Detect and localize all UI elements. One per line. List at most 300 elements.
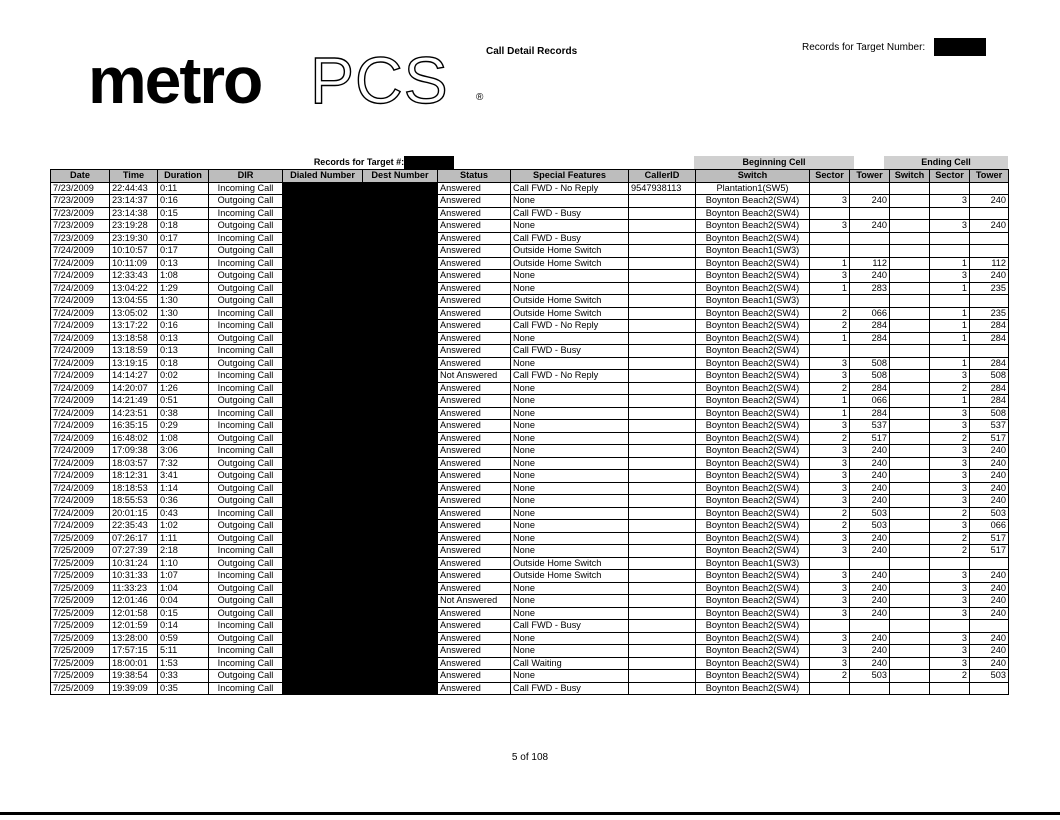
- cell-end-sector: 3: [930, 495, 970, 508]
- cell-begin-tower: 508: [850, 370, 890, 383]
- cell-dialed-number: [283, 407, 363, 420]
- cell-date: 7/25/2009: [51, 632, 110, 645]
- cell-dialed-number: [283, 645, 363, 658]
- cell-dir: Outgoing Call: [209, 457, 283, 470]
- cell-end-switch: [890, 295, 930, 308]
- cell-date: 7/25/2009: [51, 682, 110, 695]
- cell-begin-tower: 240: [850, 195, 890, 208]
- cell-special-features: None: [511, 507, 629, 520]
- cell-begin-tower: 240: [850, 445, 890, 458]
- col-special-features: Special Features: [511, 170, 629, 183]
- cell-dest-number: [363, 220, 438, 233]
- table-row: [51, 520, 1009, 533]
- cell-end-sector: [930, 295, 970, 308]
- cell-status: Answered: [438, 532, 511, 545]
- cell-end-tower: [970, 295, 1009, 308]
- cell-begin-sector: 3: [810, 657, 850, 670]
- cell-dialed-number: [283, 682, 363, 695]
- cell-dialed-number: [283, 457, 363, 470]
- cell-begin-switch: Boynton Beach2(SW4): [696, 270, 810, 283]
- cell-callerid: [629, 507, 696, 520]
- target-number-redaction: [934, 38, 986, 56]
- table-row: [51, 432, 1009, 445]
- cell-status: Answered: [438, 482, 511, 495]
- cell-duration: 1:02: [158, 520, 209, 533]
- cell-begin-tower: 283: [850, 282, 890, 295]
- cell-begin-switch: Boynton Beach2(SW4): [696, 257, 810, 270]
- cell-begin-switch: Boynton Beach2(SW4): [696, 670, 810, 683]
- cell-dir: Incoming Call: [209, 620, 283, 633]
- cell-duration: 0:38: [158, 407, 209, 420]
- cell-end-sector: [930, 207, 970, 220]
- cell-callerid: [629, 570, 696, 583]
- cell-end-switch: [890, 332, 930, 345]
- cell-duration: 1:53: [158, 657, 209, 670]
- cell-time: 12:01:59: [110, 620, 158, 633]
- records-target-redaction: [404, 156, 454, 169]
- cell-end-sector: 1: [930, 257, 970, 270]
- cell-begin-switch: Boynton Beach2(SW4): [696, 195, 810, 208]
- cell-end-switch: [890, 632, 930, 645]
- cell-end-tower: 503: [970, 507, 1009, 520]
- table-row: [51, 682, 1009, 695]
- cell-date: 7/24/2009: [51, 520, 110, 533]
- cell-dest-number: [363, 520, 438, 533]
- cell-dialed-number: [283, 432, 363, 445]
- cell-duration: 0:17: [158, 232, 209, 245]
- cell-begin-switch: Boynton Beach1(SW3): [696, 557, 810, 570]
- cell-duration: 0:04: [158, 595, 209, 608]
- cell-dest-number: [363, 257, 438, 270]
- cell-begin-tower: 240: [850, 220, 890, 233]
- cell-begin-switch: Boynton Beach2(SW4): [696, 357, 810, 370]
- cell-end-sector: 3: [930, 195, 970, 208]
- cell-time: 18:03:57: [110, 457, 158, 470]
- cell-date: 7/25/2009: [51, 582, 110, 595]
- cell-special-features: None: [511, 545, 629, 558]
- cell-begin-sector: 3: [810, 645, 850, 658]
- cell-end-sector: 3: [930, 482, 970, 495]
- cell-begin-switch: Boynton Beach2(SW4): [696, 457, 810, 470]
- cell-dest-number: [363, 645, 438, 658]
- cell-time: 12:01:46: [110, 595, 158, 608]
- cell-duration: 0:29: [158, 420, 209, 433]
- cell-begin-tower: 240: [850, 595, 890, 608]
- cell-duration: 1:26: [158, 382, 209, 395]
- cell-date: 7/23/2009: [51, 207, 110, 220]
- cell-callerid: [629, 345, 696, 358]
- cell-callerid: [629, 307, 696, 320]
- cell-callerid: [629, 670, 696, 683]
- cell-begin-sector: [810, 557, 850, 570]
- cell-end-sector: 2: [930, 532, 970, 545]
- cell-date: 7/23/2009: [51, 232, 110, 245]
- table-row: [51, 370, 1009, 383]
- cell-end-sector: 3: [930, 407, 970, 420]
- cell-end-tower: 537: [970, 420, 1009, 433]
- cell-status: Not Answered: [438, 370, 511, 383]
- cell-end-switch: [890, 570, 930, 583]
- cell-begin-sector: [810, 682, 850, 695]
- cell-begin-switch: Boynton Beach2(SW4): [696, 645, 810, 658]
- cell-end-sector: 3: [930, 570, 970, 583]
- cell-begin-switch: Boynton Beach2(SW4): [696, 232, 810, 245]
- cell-end-sector: 1: [930, 320, 970, 333]
- cell-status: Answered: [438, 507, 511, 520]
- cell-end-switch: [890, 495, 930, 508]
- logo-metro-text: metro: [88, 43, 262, 117]
- table-row: [51, 207, 1009, 220]
- cell-begin-sector: 1: [810, 407, 850, 420]
- table-row: [51, 295, 1009, 308]
- cell-dest-number: [363, 432, 438, 445]
- cell-duration: 0:51: [158, 395, 209, 408]
- cell-status: Answered: [438, 495, 511, 508]
- cell-duration: 1:08: [158, 432, 209, 445]
- cell-begin-switch: Boynton Beach2(SW4): [696, 607, 810, 620]
- cell-callerid: [629, 357, 696, 370]
- cell-duration: 7:32: [158, 457, 209, 470]
- cell-begin-tower: 240: [850, 582, 890, 595]
- cell-time: 23:14:37: [110, 195, 158, 208]
- cell-duration: 0:18: [158, 220, 209, 233]
- cell-date: 7/24/2009: [51, 482, 110, 495]
- cell-end-sector: [930, 345, 970, 358]
- cell-date: 7/25/2009: [51, 620, 110, 633]
- cell-dialed-number: [283, 532, 363, 545]
- cell-callerid: [629, 620, 696, 633]
- cell-callerid: [629, 482, 696, 495]
- cell-end-sector: 2: [930, 382, 970, 395]
- cell-duration: 0:36: [158, 495, 209, 508]
- table-row: [51, 420, 1009, 433]
- cell-begin-tower: 240: [850, 570, 890, 583]
- cell-end-switch: [890, 657, 930, 670]
- cell-callerid: [629, 432, 696, 445]
- cell-dialed-number: [283, 320, 363, 333]
- cell-time: 18:18:53: [110, 482, 158, 495]
- cell-time: 10:31:24: [110, 557, 158, 570]
- cell-dialed-number: [283, 570, 363, 583]
- cell-end-sector: [930, 182, 970, 195]
- cell-begin-sector: 1: [810, 395, 850, 408]
- cell-dialed-number: [283, 545, 363, 558]
- cell-begin-switch: Boynton Beach2(SW4): [696, 370, 810, 383]
- cell-dest-number: [363, 407, 438, 420]
- cell-begin-switch: Boynton Beach2(SW4): [696, 420, 810, 433]
- cell-end-sector: 1: [930, 332, 970, 345]
- cell-date: 7/24/2009: [51, 382, 110, 395]
- cell-dest-number: [363, 232, 438, 245]
- cell-dest-number: [363, 507, 438, 520]
- cell-begin-sector: 3: [810, 482, 850, 495]
- cell-special-features: None: [511, 270, 629, 283]
- table-row: [51, 570, 1009, 583]
- cell-begin-sector: 3: [810, 470, 850, 483]
- cell-end-tower: [970, 232, 1009, 245]
- cell-end-switch: [890, 607, 930, 620]
- table-super-header: [50, 156, 1008, 169]
- cell-begin-sector: [810, 182, 850, 195]
- cell-status: Answered: [438, 607, 511, 620]
- cell-dialed-number: [283, 357, 363, 370]
- col-dialed-number: Dialed Number: [283, 170, 363, 183]
- cell-dir: Incoming Call: [209, 370, 283, 383]
- cell-dest-number: [363, 295, 438, 308]
- cell-begin-switch: Boynton Beach2(SW4): [696, 432, 810, 445]
- cell-end-tower: 503: [970, 670, 1009, 683]
- table-row: [51, 245, 1009, 258]
- cell-begin-sector: [810, 232, 850, 245]
- cell-status: Answered: [438, 620, 511, 633]
- cell-dir: Outgoing Call: [209, 395, 283, 408]
- cell-time: 12:01:58: [110, 607, 158, 620]
- cell-dialed-number: [283, 382, 363, 395]
- cell-time: 19:38:54: [110, 670, 158, 683]
- cell-end-tower: 240: [970, 270, 1009, 283]
- col-dir: DIR: [209, 170, 283, 183]
- cell-begin-switch: Boynton Beach2(SW4): [696, 620, 810, 633]
- cell-begin-switch: Boynton Beach2(SW4): [696, 470, 810, 483]
- call-detail-table: [50, 169, 1009, 695]
- cell-callerid: [629, 645, 696, 658]
- cell-duration: 0:16: [158, 320, 209, 333]
- cell-special-features: None: [511, 282, 629, 295]
- cell-time: 16:35:15: [110, 420, 158, 433]
- cell-end-switch: [890, 320, 930, 333]
- cell-date: 7/24/2009: [51, 445, 110, 458]
- column-header-row: [51, 170, 1009, 183]
- cell-end-switch: [890, 670, 930, 683]
- cell-begin-tower: 503: [850, 507, 890, 520]
- cell-end-sector: 2: [930, 670, 970, 683]
- cell-status: Answered: [438, 645, 511, 658]
- cell-special-features: Call FWD - No Reply: [511, 370, 629, 383]
- cell-dir: Outgoing Call: [209, 357, 283, 370]
- cell-duration: 1:29: [158, 282, 209, 295]
- table-row: [51, 557, 1009, 570]
- cell-dest-number: [363, 320, 438, 333]
- cell-callerid: [629, 470, 696, 483]
- cell-special-features: None: [511, 432, 629, 445]
- cell-special-features: None: [511, 595, 629, 608]
- cell-duration: 1:08: [158, 270, 209, 283]
- table-row: [51, 445, 1009, 458]
- cell-end-switch: [890, 620, 930, 633]
- cell-dest-number: [363, 682, 438, 695]
- cell-dir: Incoming Call: [209, 345, 283, 358]
- cell-callerid: [629, 632, 696, 645]
- cell-duration: 0:35: [158, 682, 209, 695]
- cell-dialed-number: [283, 207, 363, 220]
- cell-special-features: None: [511, 532, 629, 545]
- cell-dir: Outgoing Call: [209, 632, 283, 645]
- cell-end-tower: [970, 682, 1009, 695]
- cell-time: 18:12:31: [110, 470, 158, 483]
- cell-date: 7/24/2009: [51, 507, 110, 520]
- cell-dir: Incoming Call: [209, 645, 283, 658]
- cell-special-features: Outside Home Switch: [511, 307, 629, 320]
- cell-time: 13:19:15: [110, 357, 158, 370]
- cell-end-sector: 3: [930, 457, 970, 470]
- cell-end-switch: [890, 420, 930, 433]
- cell-status: Answered: [438, 445, 511, 458]
- cell-begin-tower: 066: [850, 395, 890, 408]
- cell-dest-number: [363, 670, 438, 683]
- col-begin-tower: Tower: [850, 170, 890, 183]
- cell-end-switch: [890, 545, 930, 558]
- cell-dir: Outgoing Call: [209, 245, 283, 258]
- cell-time: 13:18:58: [110, 332, 158, 345]
- cell-end-sector: 1: [930, 357, 970, 370]
- cell-time: 13:05:02: [110, 307, 158, 320]
- cell-end-switch: [890, 507, 930, 520]
- cell-begin-switch: Boynton Beach2(SW4): [696, 382, 810, 395]
- cell-special-features: Outside Home Switch: [511, 570, 629, 583]
- cell-end-switch: [890, 457, 930, 470]
- cell-dest-number: [363, 270, 438, 283]
- cell-duration: 0:59: [158, 632, 209, 645]
- cell-special-features: None: [511, 632, 629, 645]
- cell-status: Answered: [438, 657, 511, 670]
- cell-duration: 0:13: [158, 257, 209, 270]
- cell-begin-sector: 2: [810, 507, 850, 520]
- cell-begin-tower: 240: [850, 457, 890, 470]
- table-row: [51, 382, 1009, 395]
- cell-dir: Outgoing Call: [209, 582, 283, 595]
- cell-begin-tower: 240: [850, 470, 890, 483]
- table-row: [51, 482, 1009, 495]
- cell-time: 22:44:43: [110, 182, 158, 195]
- cell-end-tower: 284: [970, 320, 1009, 333]
- cell-end-sector: 3: [930, 220, 970, 233]
- cell-dest-number: [363, 545, 438, 558]
- cell-end-tower: 284: [970, 357, 1009, 370]
- cell-callerid: [629, 320, 696, 333]
- cell-begin-switch: Boynton Beach2(SW4): [696, 532, 810, 545]
- cell-status: Answered: [438, 470, 511, 483]
- cell-begin-tower: [850, 557, 890, 570]
- cell-end-switch: [890, 370, 930, 383]
- cell-begin-tower: 240: [850, 545, 890, 558]
- table-row: [51, 645, 1009, 658]
- cell-dest-number: [363, 420, 438, 433]
- col-status: Status: [438, 170, 511, 183]
- cell-dialed-number: [283, 257, 363, 270]
- table-row: [51, 545, 1009, 558]
- cell-dest-number: [363, 332, 438, 345]
- cell-special-features: None: [511, 220, 629, 233]
- cell-dir: Outgoing Call: [209, 470, 283, 483]
- table-row: [51, 632, 1009, 645]
- col-dest-number: Dest Number: [363, 170, 438, 183]
- cell-time: 07:26:17: [110, 532, 158, 545]
- table-row: [51, 457, 1009, 470]
- cell-dir: Outgoing Call: [209, 670, 283, 683]
- cell-dest-number: [363, 282, 438, 295]
- cell-end-switch: [890, 520, 930, 533]
- cell-dir: Outgoing Call: [209, 270, 283, 283]
- cell-time: 10:10:57: [110, 245, 158, 258]
- cell-dialed-number: [283, 332, 363, 345]
- cell-callerid: [629, 370, 696, 383]
- cell-dir: Incoming Call: [209, 420, 283, 433]
- cell-begin-tower: 240: [850, 632, 890, 645]
- cell-callerid: [629, 607, 696, 620]
- cell-end-sector: 3: [930, 420, 970, 433]
- cell-dest-number: [363, 495, 438, 508]
- cell-duration: 2:18: [158, 545, 209, 558]
- cell-date: 7/24/2009: [51, 282, 110, 295]
- cell-special-features: None: [511, 445, 629, 458]
- cell-date: 7/25/2009: [51, 657, 110, 670]
- cell-special-features: Outside Home Switch: [511, 257, 629, 270]
- cell-time: 16:48:02: [110, 432, 158, 445]
- cell-date: 7/25/2009: [51, 532, 110, 545]
- logo-pcs-text: PCS: [310, 43, 449, 117]
- cell-begin-switch: Boynton Beach2(SW4): [696, 345, 810, 358]
- cell-dialed-number: [283, 470, 363, 483]
- cell-status: Answered: [438, 295, 511, 308]
- cell-status: Answered: [438, 182, 511, 195]
- cell-begin-switch: Boynton Beach1(SW3): [696, 295, 810, 308]
- cell-dest-number: [363, 182, 438, 195]
- cell-dir: Outgoing Call: [209, 282, 283, 295]
- cell-time: 20:01:15: [110, 507, 158, 520]
- cell-dir: Incoming Call: [209, 232, 283, 245]
- cell-dest-number: [363, 482, 438, 495]
- cell-status: Answered: [438, 345, 511, 358]
- cell-status: Answered: [438, 632, 511, 645]
- cell-begin-tower: 240: [850, 270, 890, 283]
- cell-begin-sector: 3: [810, 357, 850, 370]
- cell-end-tower: [970, 207, 1009, 220]
- cell-begin-sector: [810, 345, 850, 358]
- cell-dest-number: [363, 245, 438, 258]
- cell-duration: 0:02: [158, 370, 209, 383]
- cell-callerid: [629, 332, 696, 345]
- cell-end-tower: 284: [970, 332, 1009, 345]
- cell-dialed-number: [283, 370, 363, 383]
- cell-begin-sector: 3: [810, 545, 850, 558]
- cell-status: Answered: [438, 582, 511, 595]
- cell-special-features: None: [511, 670, 629, 683]
- table-row: [51, 620, 1009, 633]
- cell-duration: 0:15: [158, 607, 209, 620]
- cell-begin-switch: Boynton Beach2(SW4): [696, 395, 810, 408]
- cell-time: 11:33:23: [110, 582, 158, 595]
- cell-end-switch: [890, 482, 930, 495]
- cell-end-sector: 2: [930, 545, 970, 558]
- cell-duration: 1:10: [158, 557, 209, 570]
- cell-dialed-number: [283, 520, 363, 533]
- cell-begin-switch: Boynton Beach1(SW3): [696, 245, 810, 258]
- cell-dest-number: [363, 607, 438, 620]
- cell-dest-number: [363, 557, 438, 570]
- cell-special-features: None: [511, 482, 629, 495]
- col-end-sector: Sector: [930, 170, 970, 183]
- cell-time: 13:17:22: [110, 320, 158, 333]
- cell-begin-switch: Boynton Beach2(SW4): [696, 495, 810, 508]
- cell-date: 7/25/2009: [51, 645, 110, 658]
- cell-begin-tower: 503: [850, 520, 890, 533]
- cell-begin-switch: Boynton Beach2(SW4): [696, 507, 810, 520]
- cell-duration: 0:11: [158, 182, 209, 195]
- cell-special-features: None: [511, 582, 629, 595]
- cell-begin-tower: 284: [850, 332, 890, 345]
- cell-duration: 1:07: [158, 570, 209, 583]
- cell-callerid: [629, 232, 696, 245]
